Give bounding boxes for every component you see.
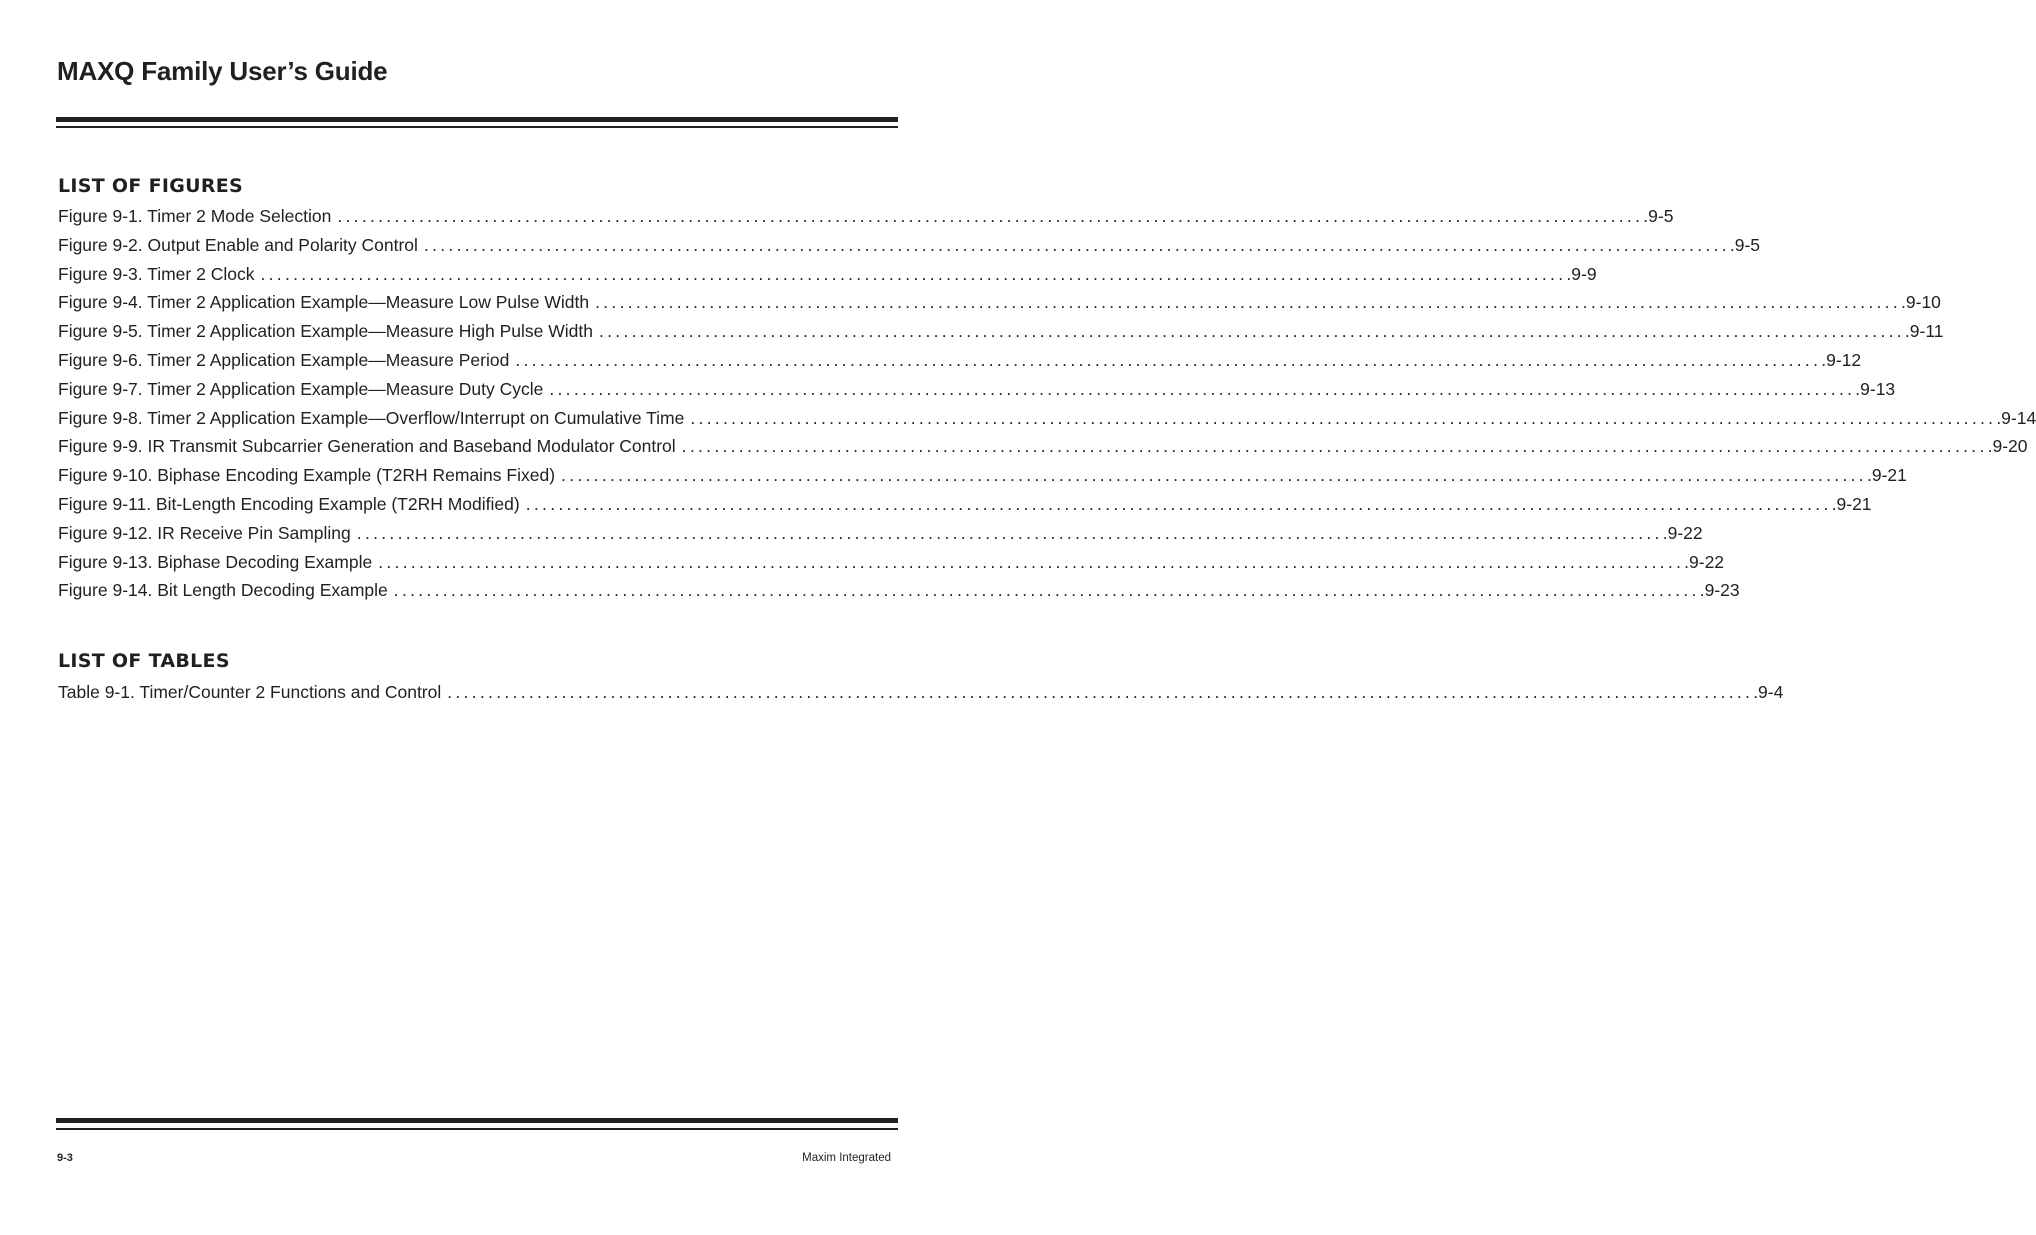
toc-entry[interactable] [58,576,1740,605]
toc-entry[interactable] [58,490,1872,519]
toc-entry[interactable] [58,461,1907,490]
dot-leader: ................................................................................................................................................................ [561,465,1867,486]
toc-entry-page: .9-22 [1684,551,1725,572]
dot-leader: ................................................................................................................................................................ [447,682,1754,702]
toc-entry[interactable] [58,404,2036,433]
toc-entry-label: Figure 9-7. Timer 2 Application Example—Measure Duty Cycle [58,378,544,399]
footer-rule-thin [56,1128,898,1130]
toc-entry[interactable] [58,231,1761,260]
dot-leader: ................................................................................................................................................................ [393,580,1700,601]
toc-entry[interactable] [58,375,1896,404]
document-title: MAXQ Family User’s Guide [57,56,388,86]
toc-entry-page: .9-21 [1866,465,1907,486]
toc-entry-label: Figure 9-9. IR Transmit Subcarrier Generation and Baseband Modulator Control [58,436,676,457]
toc-entry[interactable] [58,317,1944,346]
toc-entry-page: .9-23 [1699,580,1740,601]
page-number: 9-3 [57,1152,73,1164]
toc-entry-page: .9-10 [1901,292,1941,313]
toc-entry[interactable] [58,678,1784,707]
header-rule-thin [56,126,898,128]
footer-rule-thick [56,1118,898,1123]
figures-list [58,202,2036,605]
dot-leader: ................................................................................................................................................................ [549,378,1856,399]
dot-leader: ................................................................................................................................................................ [515,349,1822,370]
toc-entry-label: Figure 9-12. IR Receive Pin Sampling [58,522,351,543]
toc-entry[interactable] [58,260,1597,289]
tables-list [58,678,1784,707]
toc-entry-label: Figure 9-8. Timer 2 Application Example—Overflow/Interrupt on Cumulative Time [58,407,685,428]
dot-leader: ................................................................................................................................................................ [595,292,1902,313]
toc-entry-label: Figure 9-10. Biphase Encoding Example (T2RH Remains Fixed) [58,465,556,486]
toc-entry-page: .9-20 [1987,436,2028,457]
toc-entry-label: Figure 9-4. Timer 2 Application Example—Measure Low Pulse Width [58,292,590,313]
toc-entry-label: Figure 9-11. Bit-Length Encoding Example (T2RH Modified) [58,493,520,514]
toc-entry-page: .9-11 [1904,321,1944,342]
dot-leader: ................................................................................................................................................................ [598,321,1905,342]
toc-entry-label: Figure 9-6. Timer 2 Application Example—Measure Period [58,349,510,370]
toc-entry-page: .9-5 [1643,206,1674,226]
toc-entry-label: Figure 9-13. Biphase Decoding Example [58,551,373,572]
toc-entry-page: .9-9 [1566,263,1597,284]
figures-heading: LIST OF FIGURES [58,175,244,197]
dot-leader: ................................................................................................................................................................ [525,493,1832,514]
dot-leader: ................................................................................................................................................................ [681,436,1988,457]
dot-leader: ................................................................................................................................................................ [690,407,1997,428]
toc-entry-page: .9-5 [1729,234,1761,255]
toc-entry-page: .9-13 [1855,378,1896,399]
toc-entry-label: Figure 9-3. Timer 2 Clock [58,263,255,284]
footer-brand: Maxim Integrated [802,1152,891,1164]
toc-entry-label: Figure 9-5. Timer 2 Application Example—Measure High Pulse Width [58,321,593,342]
toc-entry-label: Figure 9-2. Output Enable and Polarity Control [58,234,418,255]
header-rule-thick [56,117,898,122]
toc-entry-page: .9-12 [1821,349,1862,370]
toc-entry-page: .9-14 [1996,407,2036,428]
toc-entry-page: .9-4 [1753,682,1784,702]
dot-leader: ................................................................................................................................................................ [356,522,1663,543]
toc-entry-label: Figure 9-1. Timer 2 Mode Selection [58,206,332,226]
toc-entry[interactable] [58,202,1674,231]
dot-leader: ................................................................................................................................................................ [378,551,1685,572]
dot-leader: ................................................................................................................................................................ [337,206,1644,226]
dot-leader: ................................................................................................................................................................ [423,234,1730,255]
toc-entry[interactable] [58,432,2028,461]
toc-entry-label: Table 9-1. Timer/Counter 2 Functions and Control [58,682,442,702]
toc-entry[interactable] [58,519,1703,548]
toc-entry-label: Figure 9-14. Bit Length Decoding Example [58,580,388,601]
dot-leader: ................................................................................................................................................................ [260,263,1567,284]
toc-entry[interactable] [58,288,1941,317]
toc-entry[interactable] [58,548,1725,577]
toc-entry-page: .9-22 [1662,522,1703,543]
toc-entry[interactable] [58,346,1862,375]
tables-heading: LIST OF TABLES [58,650,230,672]
toc-entry-page: .9-21 [1831,493,1872,514]
